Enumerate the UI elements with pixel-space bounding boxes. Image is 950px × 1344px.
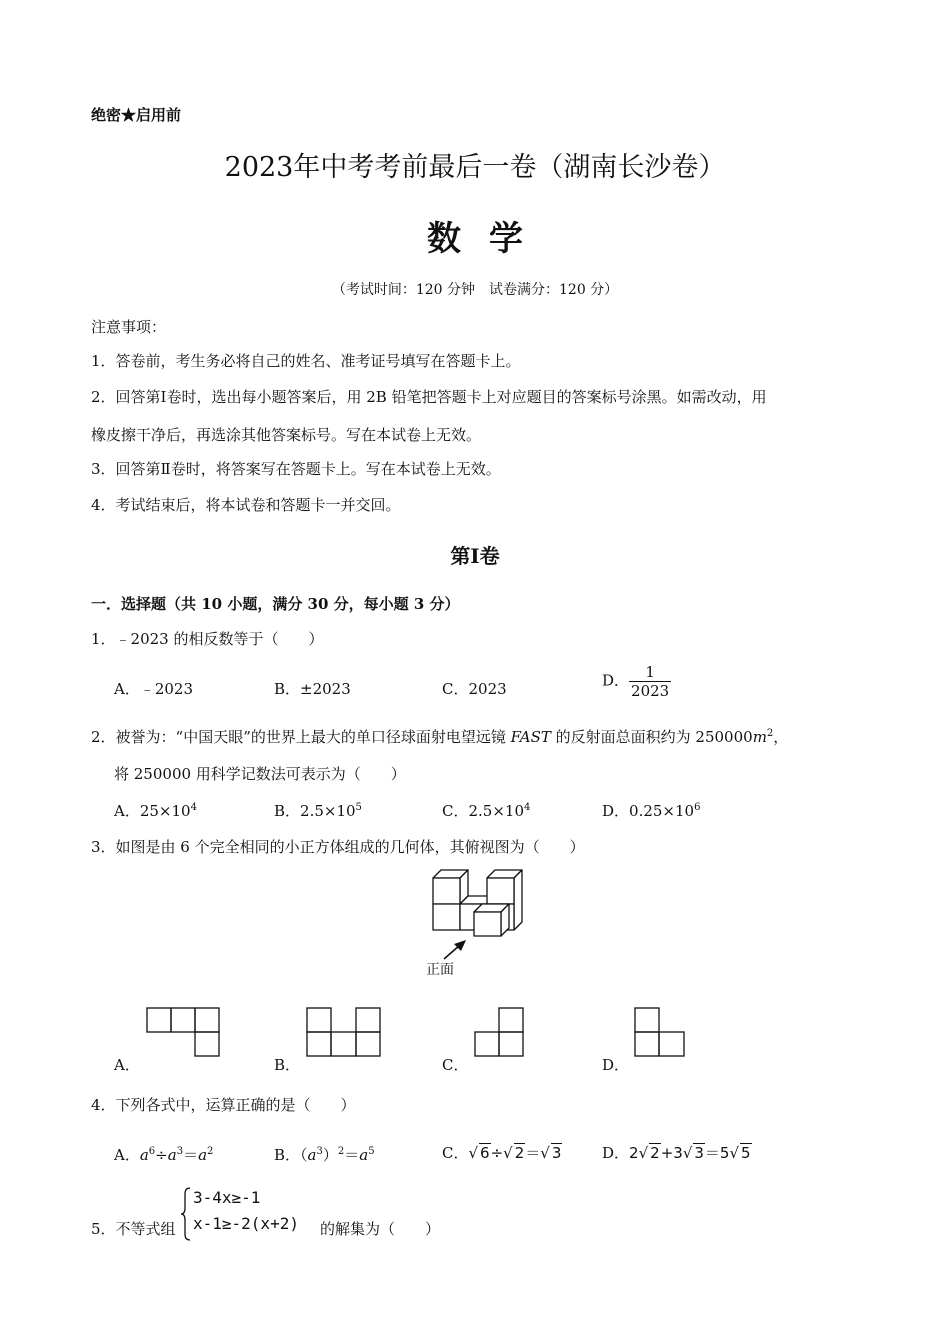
q3-option-c: C． [442,1056,469,1074]
q4-a-exp2: 3 [176,1146,184,1157]
q1-stem: 1．﹣2023 的相反数等于（ ） [91,630,324,648]
q4-b-base2: a [359,1146,369,1164]
q4-b-outer: 2 [337,1146,345,1157]
q1-option-a: A．﹣2023 [114,680,194,698]
q1-d-label: D． [602,671,630,690]
q2-option-a [114,800,197,821]
q4-b-open: （ [300,1146,308,1164]
q4-b-eq: ＝ [344,1146,360,1164]
q1-option-d [602,663,671,700]
q4-b-base: a [307,1146,317,1164]
q4-a-exp3: 2 [207,1146,214,1157]
q2-b-text: B．2.5×10 [274,802,356,820]
q2-stem-fast: FAST [510,728,551,746]
q4-c-radicand3: 3 [551,1144,562,1162]
brace-icon [180,1186,192,1242]
q4-d-radicand3: 5 [741,1144,751,1162]
note-item: 2．回答第Ⅰ卷时，选出每小题答案后，用 2B 铅笔把答题卡上对应题目的答案标号涂黑。如需改动，用 [91,388,767,406]
q4-b-close: ） [322,1146,338,1164]
q4-c-op: ÷ [490,1144,504,1162]
q2-stem [91,726,788,747]
part-heading: 一．选择题（共 10 小题，满分 30 分，每小题 3 分） [91,595,460,613]
sqrt-icon: √ [468,1144,479,1162]
q1-option-c: C．2023 [442,680,507,698]
q1-d-fraction [629,663,671,700]
q2-stem-end: ， [773,728,789,746]
q2-option-b [274,800,362,821]
q2-stem-unit: m [752,728,767,746]
secret-label: 绝密★启用前 [91,106,182,124]
q3-option-a: A． [114,1056,140,1074]
q1-d-denominator: 2023 [631,682,670,700]
q4-d-coef1: 2 [629,1144,639,1162]
q4-a-eq: ＝ [183,1146,199,1164]
q2-stem-pre: 2．被誉为：“中国天眼”的世界上最大的单口径球面射电望远镜 [91,728,511,746]
q4-d-plus: +3 [660,1144,683,1162]
section-title: 第Ⅰ卷 [450,544,500,568]
q4-b-exp2: 5 [368,1146,375,1157]
front-label: 正面 [426,962,454,978]
q2-stem-mid: 的反射面总面积约为 250000 [550,728,753,746]
page-title: 2023年中考考前最后一卷（湖南长沙卷） [224,152,726,183]
q1-d-numerator: 1 [629,663,671,682]
note-item: 4．考试结束后，将本试卷和答题卡一并交回。 [91,496,401,514]
q4-b-exp: 3 [316,1146,323,1157]
q3-option-c-figure [474,1007,524,1057]
q4-option-c [442,1142,562,1163]
q2-stem-exp: 2 [766,728,774,739]
sqrt-icon: √ [638,1144,649,1162]
q3-stem: 3．如图是由 6 个完全相同的小正方体组成的几何体，其俯视图为（ ） [91,838,585,856]
q4-a-label: A． [114,1146,140,1164]
q4-option-a [114,1144,213,1165]
q5-stem-post: 的解集为（ ） [320,1220,441,1238]
q2-a-text: A．25×10 [114,802,191,820]
q2-option-d [602,800,700,821]
q4-a-op: ÷ [155,1146,168,1164]
cube-figure [426,866,530,940]
note-item: 橡皮擦干净后，再选涂其他答案标号。写在本试卷上无效。 [91,426,482,444]
q4-c-radicand2: 2 [514,1144,525,1162]
inequality-line2: x-1≥-2(x+2) [193,1214,299,1233]
q4-c-label: C． [442,1144,469,1162]
q4-d-radicand2: 3 [694,1144,704,1162]
q4-a-base1: a [139,1146,149,1164]
note-item: 1．答卷前，考生务必将自己的姓名、准考证号填写在答题卡上。 [91,352,521,370]
q3-option-a-figure [146,1007,220,1057]
q2-a-exp: 4 [190,802,197,813]
q4-d-eq: ＝5 [704,1144,730,1162]
q3-option-d-figure [634,1007,686,1057]
q4-d-radicand1: 2 [650,1144,660,1162]
q3-option-d: D． [602,1056,630,1074]
q2-c-exp: 4 [524,802,531,813]
q4-a-base3: a [198,1146,208,1164]
q1-option-b: B．±2023 [274,680,351,698]
note-item: 3．回答第Ⅱ卷时，将答案写在答题卡上。写在本试卷上无效。 [91,460,501,478]
q4-d-label: D． [602,1144,630,1162]
exam-info: （考试时间：120 分钟 试卷满分：120 分） [331,282,619,298]
q2-d-text: D．0.25×10 [602,802,695,820]
q4-option-d [602,1142,752,1163]
q2-c-text: C．2.5×10 [442,802,524,820]
q2-stem-line2: 将 250000 用科学记数法可表示为（ ） [114,765,406,783]
q3-option-b-figure [306,1007,382,1057]
sqrt-icon: √ [503,1144,513,1162]
sqrt-icon: √ [682,1144,693,1162]
q3-option-b: B． [274,1056,301,1074]
q5-stem-pre: 5．不等式组 [91,1220,176,1238]
q2-option-c [442,800,530,821]
q4-a-exp1: 6 [148,1146,156,1157]
notes-heading: 注意事项： [91,318,167,336]
inequality-line1: 3-4x≥-1 [193,1188,261,1207]
inequality-system [193,1185,299,1237]
sqrt-icon: √ [540,1144,550,1162]
q4-c-eq: ＝ [525,1144,541,1162]
q4-a-base2: a [167,1146,177,1164]
q4-c-radicand1: 6 [480,1144,490,1162]
q2-d-exp: 6 [694,802,701,813]
q4-stem: 4．下列各式中，运算正确的是（ ） [91,1096,356,1114]
sqrt-icon: √ [729,1144,740,1162]
q4-option-b [274,1144,375,1165]
q4-b-label: B． [274,1146,301,1164]
q2-b-exp: 5 [355,802,362,813]
subject-title: 数学 [427,219,551,259]
